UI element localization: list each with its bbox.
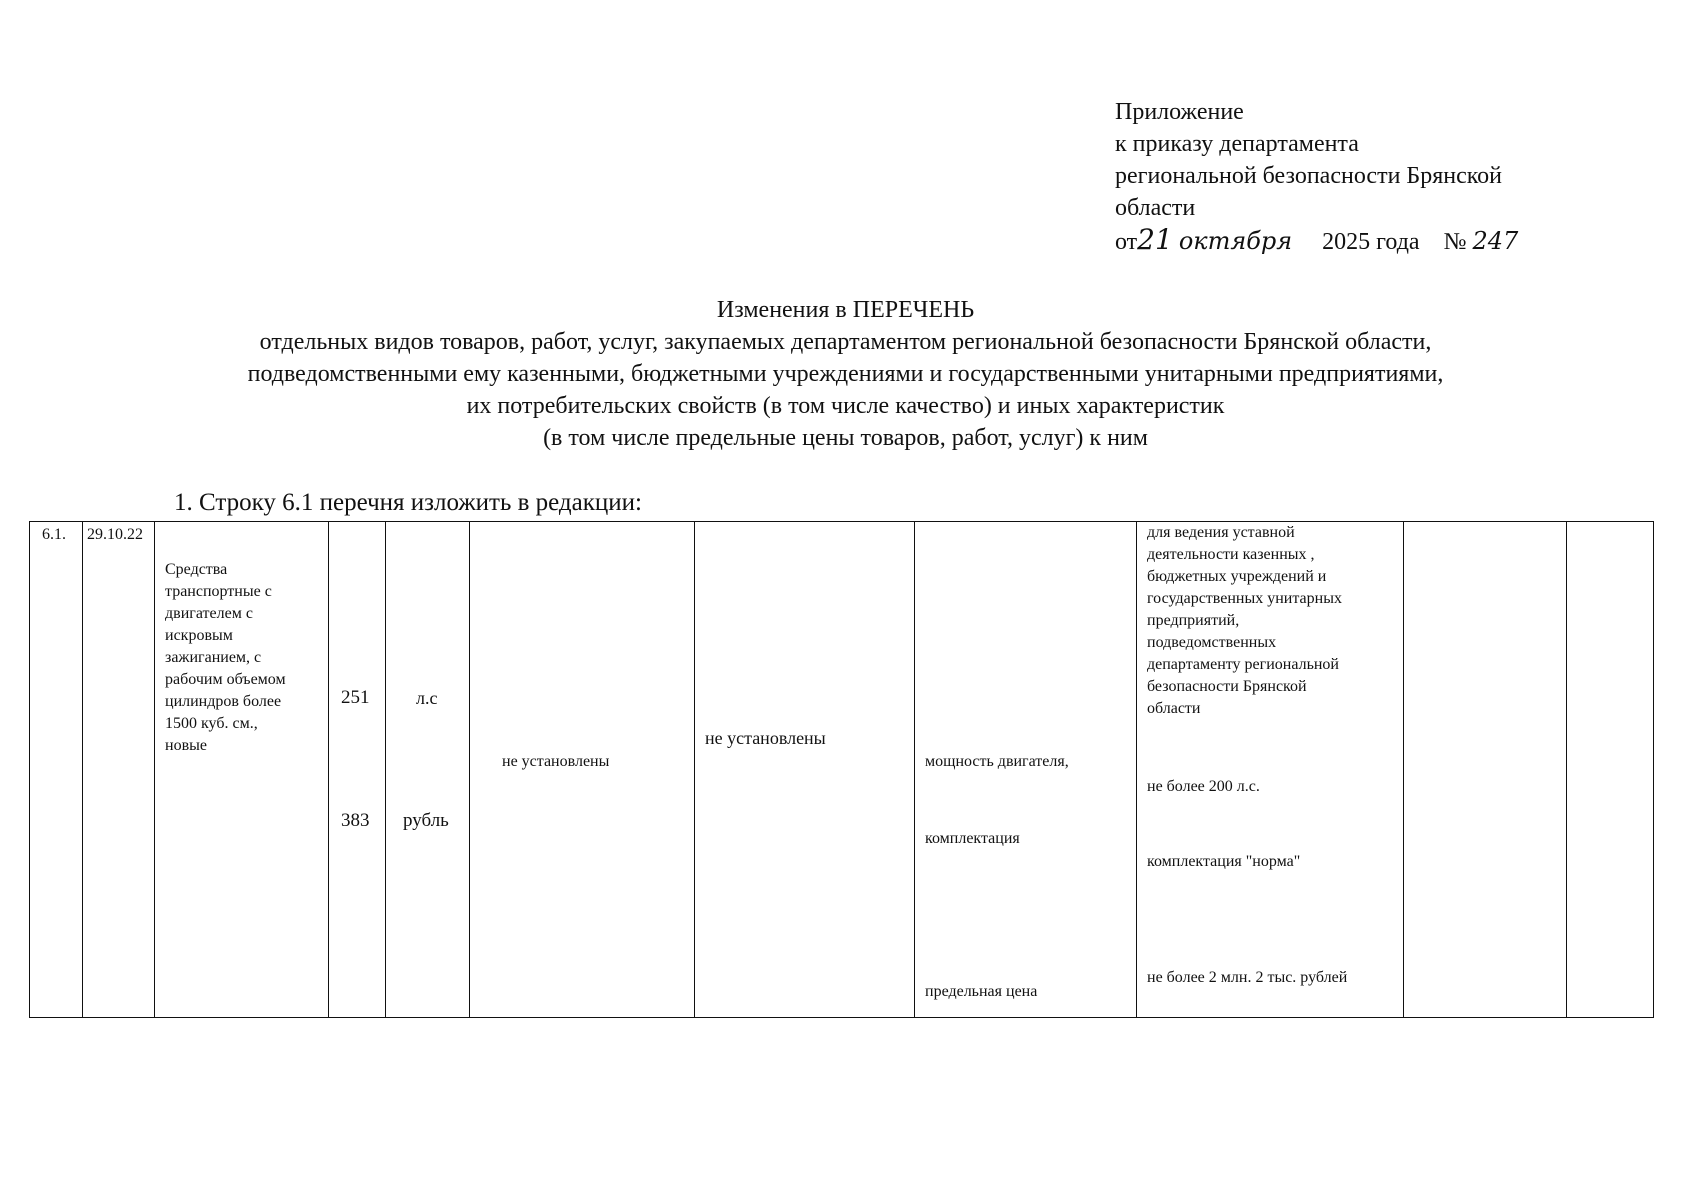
characteristic-equipment: комплектация <box>925 830 1020 847</box>
cell-not-set-1 <box>470 522 695 1018</box>
cell-empty-1 <box>1404 522 1567 1018</box>
characteristic-power: мощность двигателя, <box>925 753 1069 770</box>
purpose-text: для ведения уставной деятельности казенных , бюджетных учреждений и государственных унитарных предприятий, подведомственных департаменту региональной безопасности Брянской области <box>1147 524 1342 717</box>
appendix-header <box>1115 96 1518 258</box>
number-sign: № <box>1443 229 1467 255</box>
appendix-order-ref: к приказу департамента <box>1115 131 1359 157</box>
unit-2: рубль <box>403 810 449 831</box>
date-year: 2025 года <box>1322 229 1420 255</box>
value-equipment: комплектация "норма" <box>1147 853 1301 870</box>
cell-not-set-2 <box>695 522 915 1018</box>
cell-code <box>83 522 155 1018</box>
product-name: Средства транспортные с двигателем с искровым зажиганием, с рабочим объемом цилиндров более 1500 куб. см., новые <box>165 561 286 754</box>
not-set-text-2: не установлены <box>705 728 826 748</box>
appendix-title: Приложение <box>1115 99 1244 125</box>
list-table <box>29 521 1654 1018</box>
date-prefix: от <box>1115 229 1138 255</box>
document-title <box>0 294 1691 454</box>
appendix-department: региональной безопасности Брянской <box>1115 163 1503 189</box>
table-row <box>30 522 1654 1018</box>
order-number-handwritten: 247 <box>1472 227 1519 255</box>
title-line-3: подведомственными ему казенными, бюджетными учреждениями и государственными унитарными предприятиями, <box>247 361 1444 387</box>
value-price: не более 2 млн. 2 тыс. рублей <box>1147 969 1348 986</box>
date-month-handwritten: октября <box>1178 227 1293 255</box>
appendix-date-line <box>1115 224 1518 258</box>
not-set-text-1: не установлены <box>502 753 610 770</box>
cell-purpose-values <box>1137 522 1404 1018</box>
cell-okei-code <box>329 522 386 1018</box>
appendix-region: области <box>1115 195 1196 221</box>
cell-name <box>155 522 329 1018</box>
title-line-1: Изменения в ПЕРЕЧЕНЬ <box>716 297 975 323</box>
cell-characteristics <box>915 522 1137 1018</box>
title-line-4: их потребительских свойств (в том числе качество) и иных характеристик <box>466 393 1225 419</box>
characteristic-price: предельная цена <box>925 983 1038 1000</box>
value-power: не более 200 л.с. <box>1147 778 1260 795</box>
cell-empty-2 <box>1567 522 1654 1018</box>
okei-code-1: 251 <box>341 687 370 708</box>
title-line-2: отдельных видов товаров, работ, услуг, закупаемых департаментом региональной безопасности Брянской области, <box>259 329 1432 355</box>
okei-code-2: 383 <box>341 810 370 831</box>
cell-number <box>30 522 83 1018</box>
instruction-text: 1. Строку 6.1 перечня изложить в редакции: <box>174 489 642 516</box>
unit-1: л.с <box>416 688 438 708</box>
title-line-5: (в том числе предельные цены товаров, работ, услуг) к ним <box>543 425 1148 451</box>
cell-unit <box>386 522 470 1018</box>
okpd-code: 29.10.22 <box>87 526 143 543</box>
row-number: 6.1. <box>42 526 66 543</box>
date-day-handwritten: 21 <box>1137 223 1173 256</box>
